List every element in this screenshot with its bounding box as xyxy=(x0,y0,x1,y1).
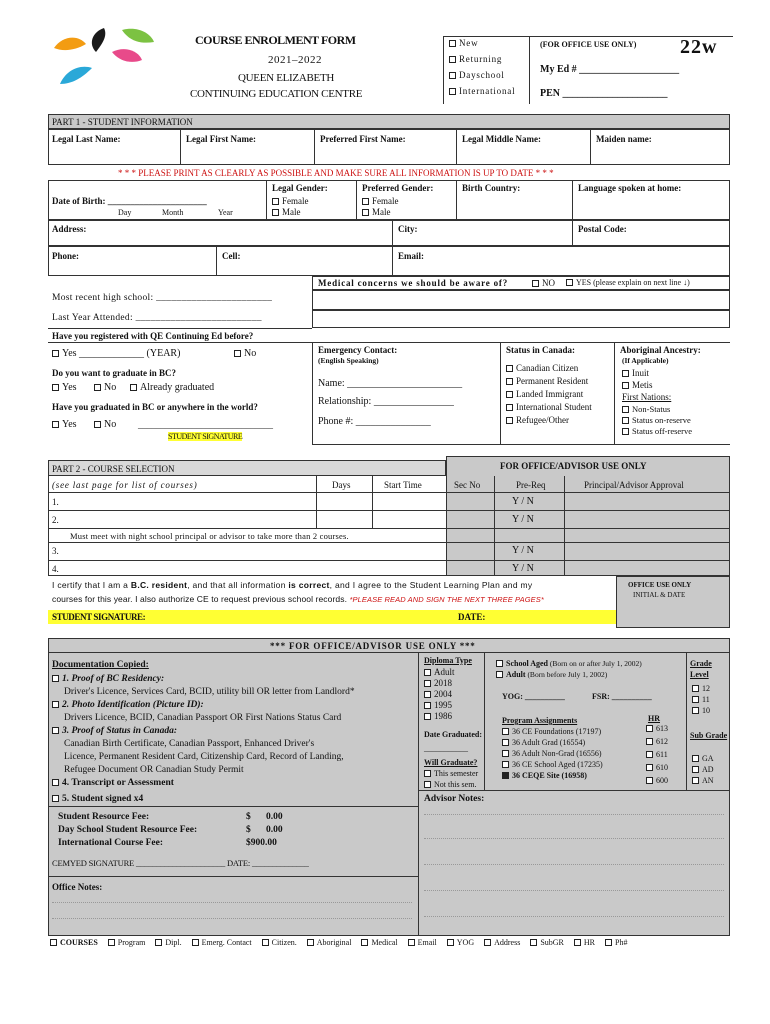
will-this-semester[interactable]: This semester xyxy=(424,769,478,778)
course-row-4[interactable]: 4. xyxy=(52,564,59,574)
checkbox-icon[interactable] xyxy=(502,772,509,779)
status-landed[interactable]: Landed Immigrant xyxy=(506,389,583,399)
checkbox-icon[interactable] xyxy=(622,406,629,413)
program-assignments-label: Program Assignments xyxy=(502,716,578,725)
type-new-checkbox[interactable] xyxy=(449,40,456,47)
diploma-1995[interactable]: 1995 xyxy=(424,700,452,710)
fn-on-reserve[interactable]: Status on-reserve xyxy=(622,415,691,425)
checkbox-icon[interactable] xyxy=(52,727,59,734)
checkbox-icon[interactable] xyxy=(408,939,415,946)
signature-date-field: DATE: xyxy=(458,612,486,622)
hr-612[interactable]: 612 xyxy=(646,737,668,746)
doc-status-detail-2: Licence, Permanent Resident Card, Citizenship Card, Record of Landing, xyxy=(64,752,344,762)
sec-no-header: Sec No xyxy=(454,480,481,490)
form-title: COURSE ENROLMENT FORM xyxy=(195,33,356,47)
sub-grade-ad[interactable]: AD xyxy=(692,765,714,774)
type-international[interactable]: International xyxy=(449,86,515,96)
fn-non-status[interactable]: Non-Status xyxy=(622,404,670,414)
city-field[interactable]: City: xyxy=(398,224,418,234)
sub-grade-label: Sub Grade xyxy=(690,731,728,740)
course-row-2[interactable]: 2. xyxy=(52,515,59,525)
night-school-note: Must meet with night school principal or advisor to take more than 2 courses. xyxy=(70,531,349,541)
checkbox-icon[interactable] xyxy=(496,660,503,667)
checkbox-icon[interactable] xyxy=(307,939,314,946)
footer-checklist xyxy=(50,938,627,947)
aboriginal-inuit[interactable]: Inuit xyxy=(622,368,649,378)
checkbox-icon[interactable] xyxy=(424,781,431,788)
checkbox-icon[interactable] xyxy=(155,939,162,946)
checkbox-icon[interactable] xyxy=(484,939,491,946)
checkbox-icon[interactable] xyxy=(192,939,199,946)
status-permanent[interactable]: Permanent Resident xyxy=(506,376,588,386)
pen-field[interactable]: PEN _____________________ xyxy=(540,88,668,99)
checkbox-icon[interactable] xyxy=(692,755,699,762)
doc-residency[interactable]: 1. Proof of BC Residency: xyxy=(52,674,164,684)
checkbox-icon[interactable] xyxy=(424,680,431,687)
office-initial-box[interactable] xyxy=(616,576,730,628)
checkbox-icon[interactable] xyxy=(94,384,101,391)
checkbox-icon[interactable] xyxy=(108,939,115,946)
status-international[interactable]: International Student xyxy=(506,402,592,412)
type-returning[interactable]: Returning xyxy=(449,54,502,64)
dob-field[interactable]: Date of Birth: ______________________ xyxy=(52,196,207,206)
date-graduated-field[interactable]: ___________ xyxy=(424,744,468,753)
graduated-yes[interactable]: Yes xyxy=(52,419,77,430)
program-ceqe-site[interactable]: 36 CEQE Site (16958) xyxy=(502,771,587,780)
doc-status-detail-3: Refugee Document OR Canadian Study Permit xyxy=(64,765,244,775)
fee-international-amt[interactable]: $900.00 xyxy=(246,838,277,848)
footer-yog[interactable]: YOG xyxy=(447,938,474,947)
checkbox-icon[interactable] xyxy=(52,779,59,786)
will-not-this-sem[interactable]: Not this sem. xyxy=(424,780,476,789)
start-time-header: Start Time xyxy=(384,480,422,490)
checkbox-icon[interactable] xyxy=(502,750,509,757)
checkbox-icon[interactable] xyxy=(692,696,699,703)
checkbox-icon[interactable] xyxy=(506,404,513,411)
checkbox-icon[interactable] xyxy=(506,378,513,385)
course-table xyxy=(48,476,730,576)
medical-label: Medical concerns we should be aware of? xyxy=(318,278,509,288)
checkbox-icon[interactable] xyxy=(362,209,369,216)
graduated-question: Have you graduated in BC or anywhere in the world? xyxy=(52,402,258,412)
checkbox-icon[interactable] xyxy=(502,728,509,735)
checkbox-icon[interactable] xyxy=(52,795,59,802)
part1-header xyxy=(48,114,730,129)
cemyed-signature-field[interactable]: CEMYED SIGNATURE ______________________ DATE: ______________ xyxy=(52,858,309,868)
prereq-header: Pre-Req xyxy=(516,480,546,490)
checkbox-icon[interactable] xyxy=(502,739,509,746)
checkbox-icon[interactable] xyxy=(646,777,653,784)
checkbox-icon[interactable] xyxy=(502,761,509,768)
grad-bc-already[interactable]: Already graduated xyxy=(130,382,214,393)
preferred-gender-label: Preferred Gender: xyxy=(362,183,434,193)
footer-email[interactable]: Email xyxy=(408,938,437,947)
hr-610[interactable]: 610 xyxy=(646,763,668,772)
checkbox-icon[interactable] xyxy=(424,691,431,698)
checkbox-icon[interactable] xyxy=(622,370,629,377)
grade-12[interactable]: 12 xyxy=(692,684,710,693)
office-section-title: *** FOR OFFICE/ADVISOR USE ONLY *** xyxy=(270,641,476,651)
footer-courses[interactable]: COURSES xyxy=(50,938,98,947)
grad-bc-no[interactable]: No xyxy=(94,382,116,393)
doc-transcript[interactable]: 4. Transcript or Assessment xyxy=(52,778,174,788)
program-adult-grad[interactable]: 36 Adult Grad (16554) xyxy=(502,738,585,747)
aboriginal-metis[interactable]: Metis xyxy=(622,380,653,390)
emergency-phone-field[interactable]: Phone #: _______________ xyxy=(318,416,431,427)
prereq-yn-1[interactable]: Y / N xyxy=(512,496,534,507)
prereq-yn-4[interactable]: Y / N xyxy=(512,563,534,574)
form-code: 22w xyxy=(680,36,718,58)
checkbox-icon[interactable] xyxy=(506,391,513,398)
emergency-relationship-field[interactable]: Relationship: ________________ xyxy=(318,396,454,407)
recent-school-field[interactable]: Most recent high school: _______________________ xyxy=(52,293,273,303)
prereq-yn-3[interactable]: Y / N xyxy=(512,545,534,556)
legal-last-name-field[interactable]: Legal Last Name: xyxy=(52,134,121,144)
checkbox-icon[interactable] xyxy=(50,939,57,946)
emergency-contact-label: Emergency Contact: xyxy=(318,345,398,355)
fsr-field[interactable]: FSR: __________ xyxy=(592,692,652,701)
legal-middle-name-field[interactable]: Legal Middle Name: xyxy=(462,134,541,144)
checkbox-icon[interactable] xyxy=(574,939,581,946)
last-year-field[interactable]: Last Year Attended: _________________________ xyxy=(52,313,262,323)
legal-gender-male[interactable]: Male xyxy=(272,207,301,217)
grade-level-label: Grade Level xyxy=(690,659,712,679)
preferred-gender-female[interactable]: Female xyxy=(362,196,399,206)
dob-year-label: Year xyxy=(218,208,233,217)
checkbox-icon[interactable] xyxy=(424,702,431,709)
course-row-1[interactable]: 1. xyxy=(52,497,59,507)
checkbox-icon[interactable] xyxy=(692,766,699,773)
footer-ph[interactable]: Ph# xyxy=(605,938,627,947)
registered-question: Have you registered with QE Continuing Ed before? xyxy=(52,331,254,341)
checkbox-icon[interactable] xyxy=(94,421,101,428)
diploma-2004[interactable]: 2004 xyxy=(424,689,452,699)
doc-signed[interactable]: 5. Student signed x4 xyxy=(52,794,143,804)
office-course-title: FOR OFFICE/ADVISOR USE ONLY xyxy=(500,461,647,471)
advisor-notes-label: Advisor Notes: xyxy=(424,794,485,804)
email-field[interactable]: Email: xyxy=(398,251,424,261)
checkbox-icon[interactable] xyxy=(622,428,629,435)
school-aged-option[interactable]: School Aged (Born on or after July 1, 2002) xyxy=(496,659,642,668)
checkbox-icon[interactable] xyxy=(52,675,59,682)
checkbox-icon[interactable] xyxy=(52,421,59,428)
grade-11[interactable]: 11 xyxy=(692,695,710,704)
student-signature-bar[interactable] xyxy=(48,610,616,624)
doc-residency-detail: Driver's Licence, Services Card, BCID, utility bill OR letter from Landlord* xyxy=(64,687,355,697)
dob-day-label: Day xyxy=(118,208,132,217)
student-signature-field: STUDENT SIGNATURE: xyxy=(52,612,146,622)
grad-bc-question: Do you want to graduate in BC? xyxy=(52,368,177,378)
footer-dipl[interactable]: Dipl. xyxy=(155,938,181,947)
dob-month-label: Month xyxy=(162,208,184,217)
address-field[interactable]: Address: xyxy=(52,224,87,234)
course-row-3[interactable]: 3. xyxy=(52,546,59,556)
maiden-name-field[interactable]: Maiden name: xyxy=(596,134,652,144)
fee-student-resource-amt[interactable]: 0.00 xyxy=(266,812,283,822)
checkbox-icon[interactable] xyxy=(52,701,59,708)
school-logo xyxy=(52,22,156,94)
fee-international: International Course Fee: xyxy=(58,838,164,848)
footer-program[interactable]: Program xyxy=(108,938,146,947)
print-notice: * * * PLEASE PRINT AS CLEARLY AS POSSIBLE AND MAKE SURE ALL INFORMATION IS UP TO DATE * * * xyxy=(118,168,554,178)
fee-day-school-cur: $ xyxy=(246,825,251,835)
checkbox-icon[interactable] xyxy=(424,669,431,676)
footer-address[interactable]: Address xyxy=(484,938,520,947)
diploma-adult[interactable]: Adult xyxy=(424,667,455,677)
will-graduate-label: Will Graduate? xyxy=(424,758,478,767)
checkbox-icon[interactable] xyxy=(272,209,279,216)
program-adult-non-grad[interactable]: 36 Adult Non-Grad (16556) xyxy=(502,749,602,758)
checkbox-icon[interactable] xyxy=(52,384,59,391)
checkbox-icon[interactable] xyxy=(506,417,513,424)
hr-600[interactable]: 600 xyxy=(646,776,668,785)
centre-name: CONTINUING EDUCATION CENTRE xyxy=(190,88,363,100)
doc-status-detail-1: Canadian Birth Certificate, Canadian Passport, Enhanced Driver's xyxy=(64,739,315,749)
medical-yes[interactable]: YES (please explain on next line ↓) xyxy=(566,278,690,287)
cell-field[interactable]: Cell: xyxy=(222,251,241,261)
days-header: Days xyxy=(332,480,351,490)
grade-10[interactable]: 10 xyxy=(692,706,710,715)
birth-country-field[interactable]: Birth Country: xyxy=(462,183,521,193)
footer-medical[interactable]: Medical xyxy=(361,938,397,947)
program-school-aged[interactable]: 36 CE School Aged (17235) xyxy=(502,760,603,769)
yog-field[interactable]: YOG: __________ xyxy=(502,692,565,701)
preferred-gender-male[interactable]: Male xyxy=(362,207,391,217)
part2-title: PART 2 - COURSE SELECTION xyxy=(52,464,175,474)
doc-photo-id[interactable]: 2. Photo Identification (Picture ID): xyxy=(52,700,204,710)
date-graduated-label: Date Graduated: xyxy=(424,730,482,739)
part2-header xyxy=(48,460,446,476)
checkbox-icon[interactable] xyxy=(530,939,537,946)
checkbox-icon[interactable] xyxy=(496,671,503,678)
aboriginal-sub: (If Applicable) xyxy=(622,356,669,365)
diploma-2018[interactable]: 2018 xyxy=(424,678,452,688)
legal-gender-label: Legal Gender: xyxy=(272,183,328,193)
office-use-label: (FOR OFFICE USE ONLY) xyxy=(540,40,637,49)
postal-code-field[interactable]: Postal Code: xyxy=(578,224,627,234)
footer-hr[interactable]: HR xyxy=(574,938,595,947)
phone-field[interactable]: Phone: xyxy=(52,251,79,261)
doc-photo-id-detail: Drivers Licence, BCID, Canadian Passport OR First Nations Status Card xyxy=(64,713,342,723)
registered-no[interactable]: No xyxy=(234,348,256,359)
registered-yes[interactable]: Yes _____________ (YEAR) xyxy=(52,348,180,359)
graduated-no[interactable]: No xyxy=(94,419,116,430)
doc-status[interactable]: 3. Proof of Status in Canada: xyxy=(52,726,177,736)
school-name: QUEEN ELIZABETH xyxy=(238,72,335,84)
grad-bc-yes[interactable]: Yes xyxy=(52,382,77,393)
medical-explain-line[interactable] xyxy=(312,290,730,310)
medical-explain-line-2[interactable] xyxy=(312,310,730,328)
checkbox-icon[interactable] xyxy=(424,713,431,720)
fee-day-school-amt[interactable]: 0.00 xyxy=(266,825,283,835)
medical-no[interactable]: NO xyxy=(532,278,555,288)
diploma-1986[interactable]: 1986 xyxy=(424,711,452,721)
checkbox-icon[interactable] xyxy=(262,939,269,946)
checkbox-icon[interactable] xyxy=(447,939,454,946)
status-citizen[interactable]: Canadian Citizen xyxy=(506,363,578,373)
checkbox-icon[interactable] xyxy=(532,280,539,287)
checkbox-icon[interactable] xyxy=(622,382,629,389)
footer-citizen[interactable]: Citizen. xyxy=(262,938,297,947)
emergency-name-field[interactable]: Name: _______________________ xyxy=(318,378,463,389)
checkbox-icon[interactable] xyxy=(130,384,137,391)
approval-header: Principal/Advisor Approval xyxy=(584,480,684,490)
checkbox-icon[interactable] xyxy=(692,777,699,784)
part1-title: PART 1 - STUDENT INFORMATION xyxy=(52,117,193,127)
legal-gender-female[interactable]: Female xyxy=(272,196,309,206)
checkbox-icon[interactable] xyxy=(272,198,279,205)
checkbox-icon[interactable] xyxy=(622,417,629,424)
sub-grade-ga[interactable]: GA xyxy=(692,754,714,763)
fee-day-school: Day School Student Resource Fee: xyxy=(58,825,198,835)
checkbox-icon[interactable] xyxy=(361,939,368,946)
footer-emerg[interactable]: Emerg. Contact xyxy=(192,938,252,947)
see-last-page: (see last page for list of courses) xyxy=(52,480,198,490)
checkbox-icon[interactable] xyxy=(234,350,241,357)
status-refugee[interactable]: Refugee/Other xyxy=(506,415,569,425)
phone-row xyxy=(48,246,730,276)
legal-first-name-field[interactable]: Legal First Name: xyxy=(186,134,256,144)
type-dayschool-checkbox[interactable] xyxy=(449,72,456,79)
type-new[interactable]: New xyxy=(449,38,478,48)
checkbox-icon[interactable] xyxy=(506,365,513,372)
school-year: 2021–2022 xyxy=(268,54,322,66)
type-dayschool[interactable]: Dayschool xyxy=(449,70,505,80)
preferred-first-name-field[interactable]: Preferred First Name: xyxy=(320,134,406,144)
diploma-type-label: Diploma Type xyxy=(424,656,472,665)
checkbox-icon[interactable] xyxy=(605,939,612,946)
certify-line-2: courses for this year. I also authorize CE to request previous school records. *PLEASE READ AND SIGN THE NEXT THREE PAGES* xyxy=(52,594,544,604)
prereq-yn-2[interactable]: Y / N xyxy=(512,514,534,525)
signature-line[interactable]: ______________________________ xyxy=(138,420,273,430)
checkbox-icon[interactable] xyxy=(692,685,699,692)
english-speaking-label: (English Speaking) xyxy=(318,356,379,365)
hr-611[interactable]: 611 xyxy=(646,750,668,759)
checkbox-icon[interactable] xyxy=(646,738,653,745)
student-type-group xyxy=(443,36,529,102)
adult-option[interactable]: Adult (Born before July 1, 2002) xyxy=(496,670,607,679)
program-foundations[interactable]: 36 CE Foundations (17197) xyxy=(502,727,601,736)
type-international-checkbox[interactable] xyxy=(449,88,456,95)
footer-subgr[interactable]: SubGR xyxy=(530,938,564,947)
checkbox-icon[interactable] xyxy=(646,725,653,732)
office-notes-label: Office Notes: xyxy=(52,882,103,892)
aboriginal-label: Aboriginal Ancestry: xyxy=(620,345,701,355)
footer-aboriginal[interactable]: Aboriginal xyxy=(307,938,352,947)
fee-student-resource: Student Resource Fee: xyxy=(58,812,150,822)
status-canada-label: Status in Canada: xyxy=(506,345,576,355)
first-nations-label: First Nations: xyxy=(622,392,672,402)
myed-field[interactable]: My Ed # ____________________ xyxy=(540,64,680,75)
checkbox-icon[interactable] xyxy=(646,751,653,758)
checkbox-icon[interactable] xyxy=(424,770,431,777)
office-initial-label: OFFICE USE ONLY xyxy=(628,581,692,589)
student-signature-label: STUDENT SIGNATURE xyxy=(168,432,243,441)
initial-date-label: INITIAL & DATE xyxy=(633,591,686,599)
checkbox-icon[interactable] xyxy=(692,707,699,714)
checkbox-icon[interactable] xyxy=(566,279,573,286)
sub-grade-an[interactable]: AN xyxy=(692,776,714,785)
checkbox-icon[interactable] xyxy=(362,198,369,205)
hr-613[interactable]: 613 xyxy=(646,724,668,733)
documentation-title: Documentation Copied: xyxy=(52,660,149,670)
address-row xyxy=(48,220,730,246)
hr-label: HR xyxy=(648,714,660,723)
fee-student-resource-cur: $ xyxy=(246,812,251,822)
certify-line-1: I certify that I am a B.C. resident, and that all information is correct, and I agree to the Student Learning Plan and my xyxy=(52,580,533,590)
checkbox-icon[interactable] xyxy=(52,350,59,357)
type-returning-checkbox[interactable] xyxy=(449,56,456,63)
language-field[interactable]: Language spoken at home: xyxy=(578,183,682,193)
fn-off-reserve[interactable]: Status off-reserve xyxy=(622,426,692,436)
checkbox-icon[interactable] xyxy=(646,764,653,771)
